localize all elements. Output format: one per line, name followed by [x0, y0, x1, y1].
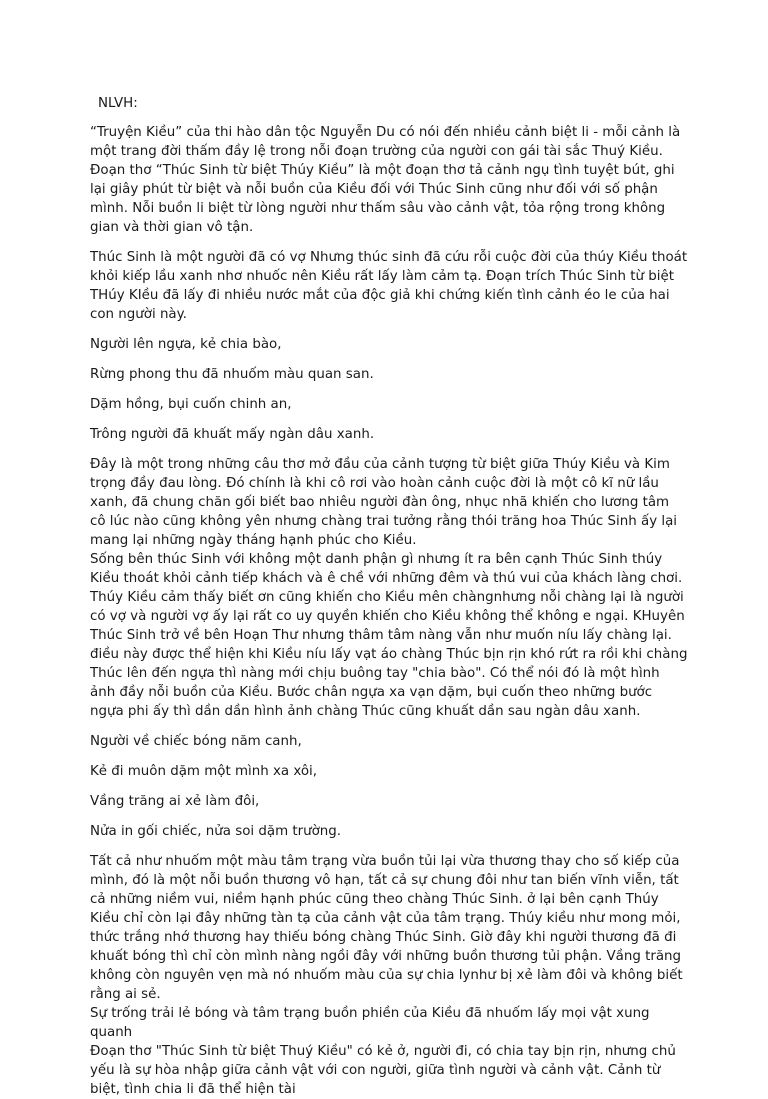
verse-line: Kẻ đi muôn dặm một mình xa xôi,	[90, 764, 318, 779]
paragraph-intro: “Truyện Kiều” của thi hào dân tộc Nguyễn Du có nói đến nhiều cảnh biệt li - mỗi cảnh là một trang đời thấm đầy lệ trong nỗi đoạn trường của người con gái tài sắc Thuý Kiều. Đoạn thơ “Thúc Sinh từ biệt Thúy Kiều” là một đoạn thơ tả cảnh ngụ tình tuyệt bút, ghi lại giây phút từ biệt và nỗi buồn của Kiều đối với Thúc Sinh cũng như đối với số phận mình. Nỗi buồn li biệt từ lòng người như thấm sâu vào cảnh vật, tỏa rộng trong không gian và thời gian vô tận.	[90, 125, 681, 235]
document-heading: NLVH:	[98, 96, 138, 111]
verse-line: Trông người đã khuất mấy ngàn dâu xanh.	[90, 427, 375, 442]
verse-line: Người lên ngựa, kẻ chia bào,	[90, 337, 282, 352]
paragraph-analysis-2: Sống bên thúc Sinh với không một danh phận gì nhưng ít ra bên cạnh Thúc Sinh thúy Kiều thoát khỏi cảnh tiếp khách và ê chề với những đêm và thú vui của khách làng chơi. Thúy Kiều cảm thấy biết ơn cũng khiến cho Kiều mên chàngnhưng nỗi chàng lại là người có vợ và người vợ ấy lại rất co uy quyền khiến cho Kiều không thể không e ngại. KHuyên Thúc Sinh trở về bên Hoạn Thư nhưng thâm tâm nàng vẫn như muốn níu lấy chàng lại. điều này được thể hiện khi Kiều níu lấy vạt áo chàng Thúc bịn rịn khó rứt ra rồi khi chàng Thúc lên đến ngựa thì nàng mới chịu buông tay "chia bào". Có thể nói đó là một hình ảnh đầy nỗi buồn của Kiều. Bước chân ngựa xa vạn dặm, bụi cuốn theo những bước ngựa phi ấy thì dần dần hình ảnh chàng Thúc cũng khuất dần sau ngàn dâu xanh.	[90, 552, 688, 719]
verse-line: Rừng phong thu đã nhuốm màu quan san.	[90, 367, 374, 382]
verse-line: Nửa in gối chiếc, nửa soi dặm trường.	[90, 824, 342, 839]
verse-line: Vầng trăng ai xẻ làm đôi,	[90, 794, 260, 809]
paragraph-analysis-3: Tất cả như nhuốm một màu tâm trạng vừa buồn tủi lại vừa thương thay cho số kiếp của mình, đó là một nỗi buồn thương vô hạn, tất cả sự chung đôi như tan biến vĩnh viễn, tất cả những niềm vui, niềm hạnh phúc cũng theo chàng Thúc Sinh. ở lại bên cạnh Thúy Kiều chỉ còn lại đây những tàn tạ của cảnh vật của tâm trạng. Thúy kiều như mong mỏi, thức trắng nhớ thương hay thiếu bóng chàng Thúc Sinh. Giờ đây khi người thương đã đi khuất bóng thì chỉ còn mình nàng ngồi đây với những buồn thương tủi phận. Vầng trăng không còn nguyên vẹn mà nó nhuốm màu của sự chia lynhư bị xẻ làm đôi và không biết rằng ai sẻ.	[90, 854, 683, 1002]
paragraph-analysis-1: Đây là một trong những câu thơ mở đầu của cảnh tượng từ biệt giữa Thúy Kiều và Kim trọng đầy đau lòng. Đó chính là khi cô rơi vào hoàn cảnh cuộc đời là một cô kĩ nữ lầu xanh, đã chung chăn gối biết bao nhiêu người đàn ông, nhục nhã khiến cho lương tâm cô lúc nào cũng không yên nhưng chàng trai tưởng rằng thói trăng hoa Thúc Sinh ấy lại mang lại những ngày tháng hạnh phúc cho Kiều.	[90, 457, 678, 548]
verse-line: Dặm hồng, bụi cuốn chinh an,	[90, 397, 292, 412]
paragraph-analysis-4: Sự trống trải lẻ bóng và tâm trạng buồn phiền của Kiều đã nhuốm lấy mọi vật xung quanh	[90, 1006, 650, 1040]
paragraph-thuc-sinh: Thúc Sinh là một người đã có vợ Nhưng thúc sinh đã cứu rỗi cuộc đời của thúy Kiều thoát khỏi kiếp lầu xanh nhơ nhuốc nên Kiều rất lấy làm cảm tạ. Đoạn trích Thúc Sinh từ biệt THúy KIều đã lấy đi nhiều nước mắt của độc giả khi chứng kiến tình cảnh éo le của hai con người này.	[90, 250, 688, 322]
paragraph-analysis-5: Đoạn thơ "Thúc Sinh từ biệt Thuý Kiều" có kẻ ở, người đi, có chia tay bịn rịn, nhưng chủ yếu là sự hòa nhập giữa cảnh vật với con người, giữa tình người và cảnh vật. Cảnh từ biệt, tình chia li đã thể hiện tài	[90, 1044, 676, 1097]
verse-line: Người về chiếc bóng năm canh,	[90, 734, 302, 749]
